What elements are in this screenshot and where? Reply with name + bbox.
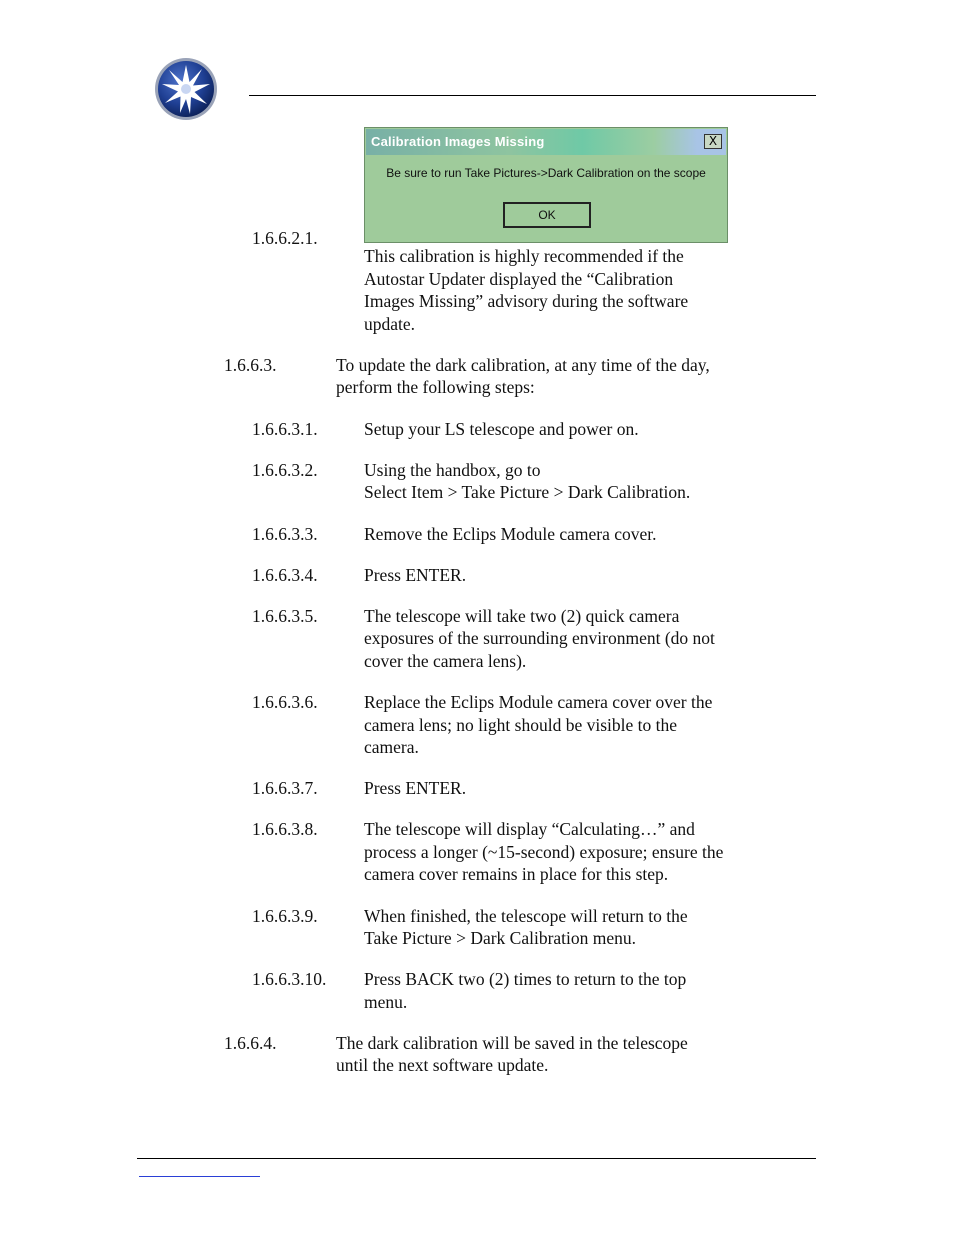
item-text: process a longer (~15-second) exposure; ensure the [364, 842, 724, 862]
dialog-title: Calibration Images Missing [371, 134, 545, 149]
item-text: Setup your LS telescope and power on. [364, 419, 639, 439]
header-rule [249, 95, 816, 96]
item-number: 1.6.6.3.3. [252, 524, 318, 544]
item-text: Take Picture > Dark Calibration menu. [364, 928, 637, 948]
item-text: The telescope will display “Calculating…” and [364, 819, 695, 839]
item-text: Using the handbox, go to [364, 460, 541, 480]
item-text: exposures of the surrounding environment (do not [364, 628, 715, 648]
item-text: Autostar Updater displayed the “Calibration [364, 269, 674, 289]
item-text: perform the following steps: [336, 377, 535, 397]
item-text: The dark calibration will be saved in the telescope [336, 1033, 688, 1053]
item-text: This calibration is highly recommended if the [364, 246, 684, 266]
item-number: 1.6.6.2.1. [252, 228, 318, 248]
item-text: camera. [364, 737, 419, 757]
item-number: 1.6.6.3. [224, 355, 277, 375]
item-text: menu. [364, 992, 408, 1012]
item-number: 1.6.6.3.2. [252, 460, 318, 480]
item-text: Press ENTER. [364, 565, 467, 585]
item-text: Replace the Eclips Module camera cover over the [364, 692, 713, 712]
item-number: 1.6.6.3.7. [252, 778, 318, 798]
item-text: until the next software update. [336, 1055, 549, 1075]
item-text: To update the dark calibration, at any time of the day, [336, 355, 710, 375]
item-number: 1.6.6.3.6. [252, 692, 318, 712]
item-number: 1.6.6.3.4. [252, 565, 318, 585]
item-text: Press BACK two (2) times to return to the top [364, 969, 687, 989]
item-text: camera lens; no light should be visible to the [364, 715, 677, 735]
item-text: update. [364, 314, 416, 334]
item-text: When finished, the telescope will return to the [364, 906, 688, 926]
calibration-dialog [364, 127, 728, 243]
item-text: Press ENTER. [364, 778, 467, 798]
item-number: 1.6.6.3.5. [252, 606, 318, 626]
item-text: camera cover remains in place for this step. [364, 864, 669, 884]
item-number: 1.6.6.3.10. [252, 969, 327, 989]
item-text: Select Item > Take Picture > Dark Calibration. [364, 482, 691, 502]
footer-rule [137, 1158, 816, 1159]
item-text: Images Missing” advisory during the software [364, 291, 689, 311]
item-number: 1.6.6.3.1. [252, 419, 318, 439]
footer-link-underline[interactable] [139, 1176, 260, 1177]
item-number: 1.6.6.3.9. [252, 906, 318, 926]
ok-button[interactable]: OK [503, 202, 591, 228]
item-number: 1.6.6.4. [224, 1033, 277, 1053]
close-icon[interactable]: X [704, 134, 722, 149]
item-text: The telescope will take two (2) quick camera [364, 606, 680, 626]
item-number: 1.6.6.3.8. [252, 819, 318, 839]
item-text: Remove the Eclips Module camera cover. [364, 524, 657, 544]
dialog-message: Be sure to run Take Pictures->Dark Calibration on the scope [386, 166, 706, 180]
meade-star-logo-icon [154, 57, 218, 121]
dialog-title-bar [366, 129, 726, 155]
item-text: cover the camera lens). [364, 651, 527, 671]
